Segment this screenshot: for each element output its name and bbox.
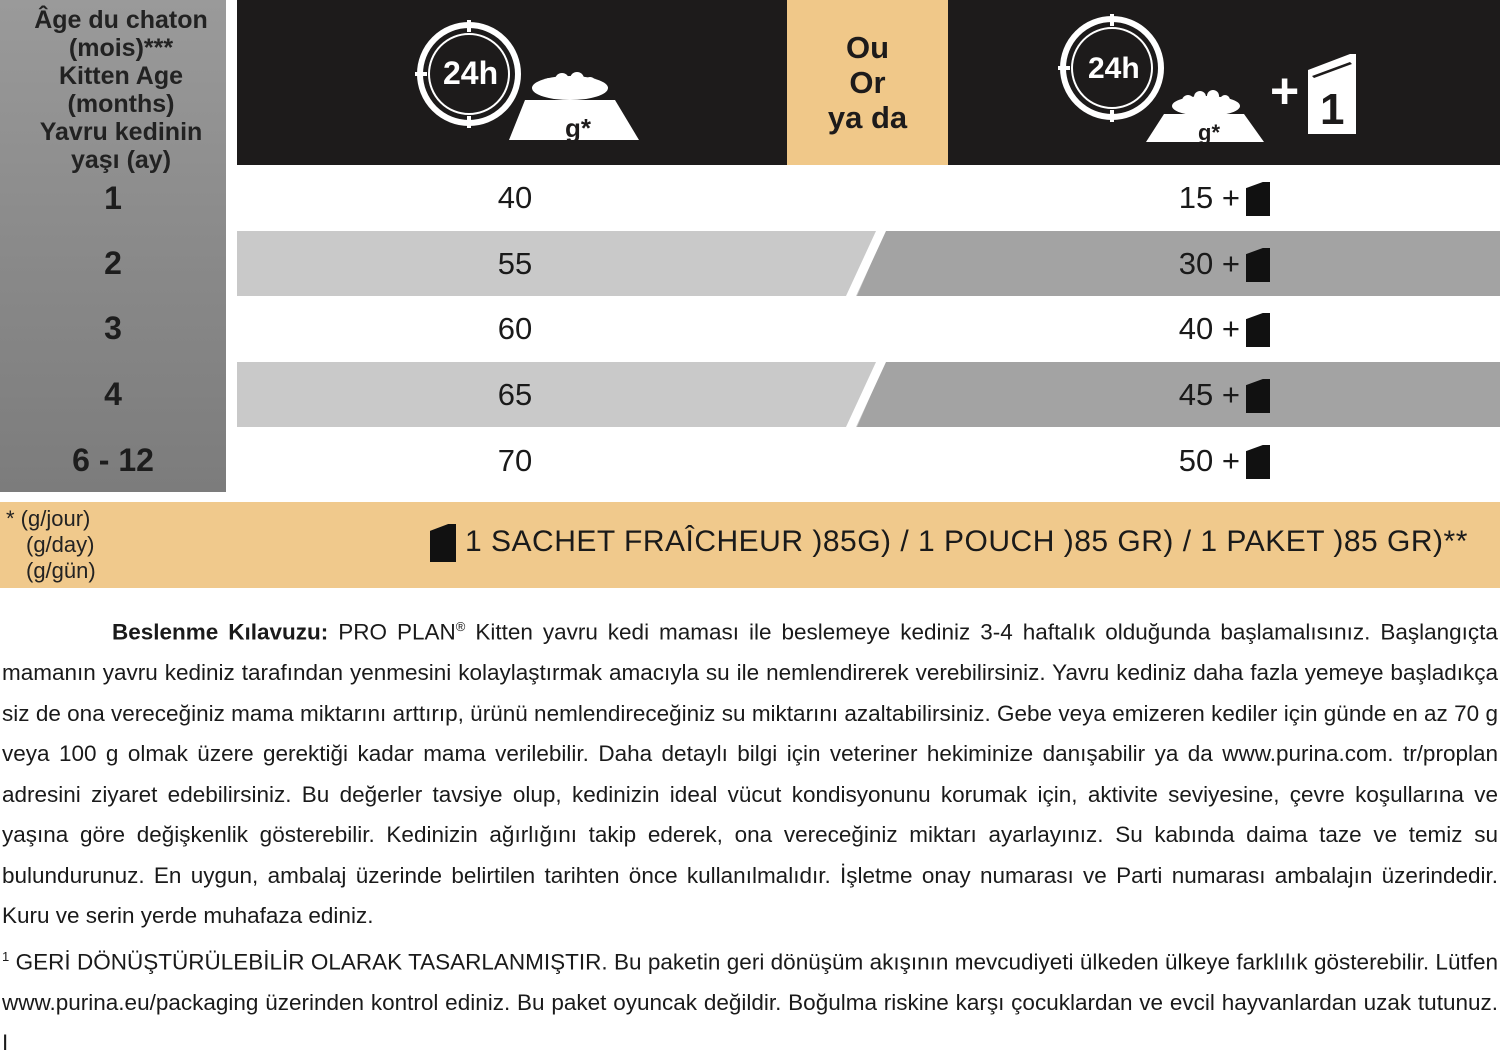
age-value: 6 - 12 xyxy=(72,442,154,478)
clock-24h-icon xyxy=(1058,14,1161,122)
feeding-guide-notes xyxy=(2,607,1498,1064)
dry-food-value: 70 xyxy=(497,443,533,478)
age-header-line: yaşı (ay) xyxy=(70,146,172,174)
or-label-line: ya da xyxy=(827,100,908,135)
mixed-food-value: 15 + xyxy=(1178,180,1240,215)
age-value: 3 xyxy=(104,310,122,346)
guide-text: Kitten yavru kedi maması ile beslemeye kediniz 3-4 haftalık olduğunda başlamalısınız. Başlangıçta mamanın yavru kediniz tarafından yenmesini kolaylaştırmak amacıyla su ile nemlendirerek verebilirsiniz. Yavru kediniz daha fazla yemeye başladıkça siz de ona vereceğiniz mama miktarını arttırıp, ürünü nemlendireceğiniz su miktarını azaltabilirsiniz. Gebe veya emizeren kediler için günde en az 70 g veya 100 g olmak üzere gerektiği kadar mama verilebilir. Daha detaylı bilgi için veteriner hekiminize danışabilir ya da www.purina.com. tr/proplan adresini ziyaret edebilirsiniz. Bu değerler tavsiye olup, kedinizin ideal vücut kondisyonunu korumak için, aktivite seviyesine, çevre koşullarına ve yaşına göre değişkenlik gösterebilir. Kedinizin ağırlığını takip ederek, ona vereceğiniz miktarı ayarlayınız. Su kabında daima taze ve temiz su bulundurunuz. En uygun, ambalaj üzerinde belirtilen tarihten önce kullanılmalıdır. İşletme onay numarası ve Parti numarası ambalajın üzerindedir. Kuru ve serin yerde muhafaza ediniz. xyxy=(2,619,1498,928)
age-column-header xyxy=(0,6,242,174)
food-bowl-icon xyxy=(1146,90,1264,145)
unit-legend-line: * (g/jour) xyxy=(6,506,91,531)
age-header-line: Kitten Age xyxy=(58,62,184,90)
mixed-food-value: 50 + xyxy=(1178,443,1240,478)
unit-legend xyxy=(6,506,96,584)
clock-label: 24h xyxy=(443,55,499,91)
brand-name: PRO PLAN xyxy=(338,619,456,645)
mixed-feeding-header xyxy=(948,0,1500,165)
pouch-icon xyxy=(430,524,456,562)
age-header-line: Âge du chaton xyxy=(34,6,208,34)
pouch-legend: 1 SACHET FRAÎCHEUR )85G) / 1 POUCH )85 GR) / 1 PAKET )85 GR)** xyxy=(465,525,1468,558)
pouch-icon xyxy=(1246,313,1270,347)
pouch-icon xyxy=(1246,379,1270,413)
dry-food-value: 40 xyxy=(497,180,533,215)
pouch-count: 1 xyxy=(1320,85,1345,134)
dry-food-value: 60 xyxy=(497,311,533,346)
dry-food-value: 55 xyxy=(497,246,533,281)
pouch-icon xyxy=(1308,54,1356,134)
bowl-label: g* xyxy=(565,113,591,143)
mixed-food-value: 40 + xyxy=(1178,311,1240,346)
table-row xyxy=(237,362,1500,427)
clock-label: 24h xyxy=(1088,52,1140,85)
table-row xyxy=(237,297,1500,362)
or-label-line: Or xyxy=(849,65,886,100)
age-value: 2 xyxy=(104,245,122,281)
recycling-text: GERİ DÖNÜŞTÜRÜLEBİLİR OLARAK TASARLANMIŞTIR. Bu paketin geri dönüşüm akışının mevcudiyeti ülkeden ülkeye farklılık gösterebilir. Lütfen www.purina.eu/packaging üzerinden kontrol ediniz. Bu paket oyuncak değildir. Boğulma riskine karşı çocuklardan ve evcil hayvanlardan uzak tutunuz. I xyxy=(2,949,1498,1055)
age-value: 1 xyxy=(104,180,122,216)
mixed-food-value: 45 + xyxy=(1178,377,1240,412)
recycling-paragraph xyxy=(2,937,1498,1064)
mixed-food-value: 30 + xyxy=(1178,246,1240,281)
pouch-icon xyxy=(1246,445,1270,479)
clock-24h-icon xyxy=(415,20,518,128)
unit-legend-line: (g/day) xyxy=(26,532,95,557)
bowl-label: g* xyxy=(1198,120,1220,145)
or-label xyxy=(787,30,948,135)
food-bowl-icon xyxy=(509,72,639,143)
dry-food-value: 65 xyxy=(497,377,533,412)
guide-label: Beslenme Kılavuzu: xyxy=(112,619,329,645)
feeding-guide-paragraph xyxy=(2,607,1498,937)
pouch-icon xyxy=(1246,248,1270,282)
pouch-icon xyxy=(1246,182,1270,216)
table-row xyxy=(237,231,1500,296)
or-label-line: Ou xyxy=(845,30,890,65)
plus-sign: + xyxy=(1270,63,1300,119)
unit-legend-line: (g/gün) xyxy=(26,558,96,583)
age-header-line: (months) xyxy=(67,90,175,118)
mixed-feeding-icon xyxy=(948,0,1500,165)
dry-food-daily-icon xyxy=(237,0,787,165)
age-header-line: Yavru kedinin xyxy=(39,118,203,146)
registered-mark: ® xyxy=(455,619,466,634)
age-header-line: (mois)*** xyxy=(68,34,174,62)
dry-food-header xyxy=(237,0,787,165)
table-row xyxy=(237,165,1500,230)
footnote-mark: 1 xyxy=(2,948,10,964)
age-value: 4 xyxy=(104,376,122,412)
table-row xyxy=(237,428,1500,493)
